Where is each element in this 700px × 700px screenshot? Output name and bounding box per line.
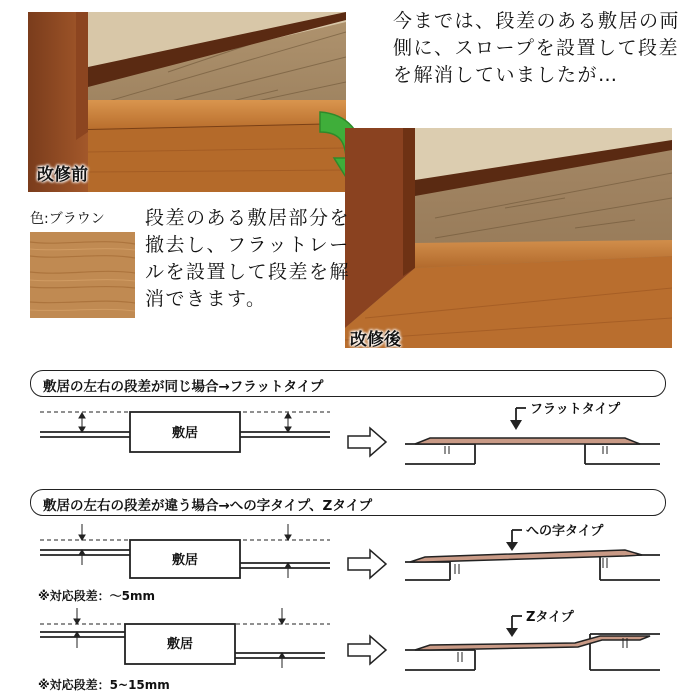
variable-type-header: 敷居の左右の段差が違う場合→への字タイプ、Zタイプ <box>30 489 666 516</box>
z-result-label: Zタイプ <box>526 610 574 625</box>
intro-text: 今までは、段差のある敷居の両側に、スロープを設置して段差を解消していましたが… <box>393 10 681 86</box>
flat-sill-label: 敷居 <box>171 426 199 441</box>
description-text: 段差のある敷居部分を撤去し、フラットレールを設置して段差を解消できます。 <box>145 207 351 310</box>
color-swatch <box>30 232 135 318</box>
flat-type-diagram <box>30 400 670 480</box>
after-label: 改修後 <box>350 330 401 350</box>
he-result-label: への字タイプ <box>526 524 604 539</box>
flat-result-label: フラットタイプ <box>530 402 621 417</box>
flat-type-header: 敷居の左右の段差が同じ場合→フラットタイプ <box>30 370 666 397</box>
he-type-diagram <box>30 520 670 590</box>
z-range-note: ※対応段差：5~15mm <box>38 678 170 692</box>
after-photo <box>345 128 672 348</box>
he-sill-label: 敷居 <box>171 553 199 568</box>
swatch-label: 色:ブラウン <box>30 211 105 227</box>
z-type-diagram <box>30 606 670 676</box>
he-range-note: ※対応段差：～5mm <box>38 589 156 603</box>
z-sill-label: 敷居 <box>166 637 194 652</box>
before-label: 改修前 <box>37 165 88 185</box>
